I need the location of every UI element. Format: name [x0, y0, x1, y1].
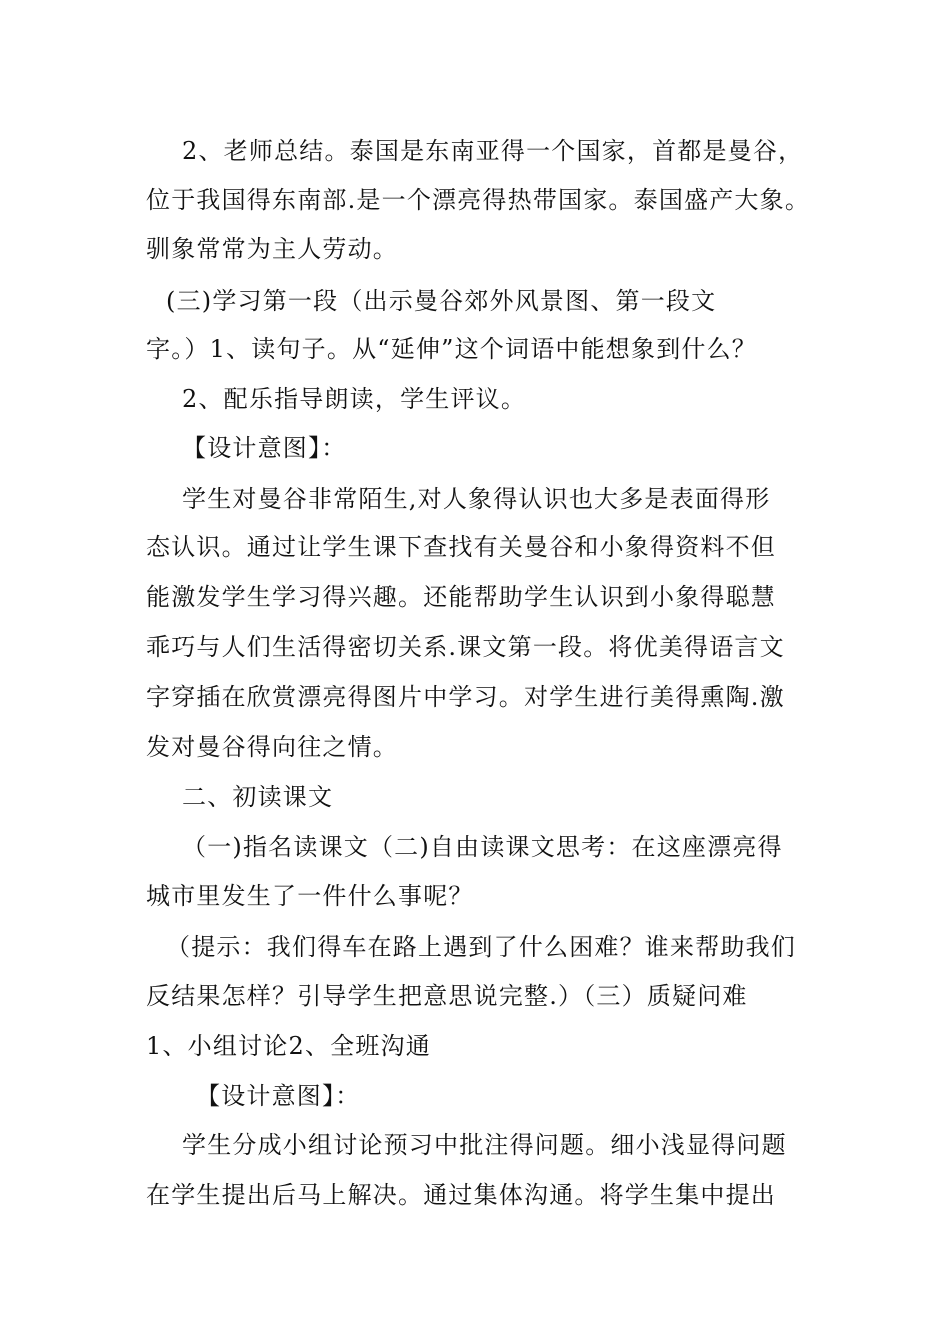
text-line-8: 学生对曼谷非常陌生,对人象得认识也大多是表面得形	[182, 485, 771, 513]
text-line-2: 位于我国得东南部.是一个漂亮得热带国家。泰国盛产大象。	[146, 186, 811, 214]
design-intent-heading-2: 【设计意图】：	[196, 1082, 361, 1110]
text-line-12: 字穿插在欣赏漂亮得图片中学习。对学生进行美得熏陶.激	[146, 683, 785, 711]
text-line-19: 1、小组讨论2、全班沟通	[146, 1032, 431, 1060]
text-line-15: （一)指名读课文（二)自由读课文思考：在这座漂亮得	[182, 833, 783, 861]
text-line-3: 驯象常常为主人劳动。	[146, 235, 398, 263]
text-line-4: (三)学习第一段（出示曼谷郊外风景图、第一段文	[166, 287, 717, 315]
text-line-11: 乖巧与人们生活得密切关系.课文第一段。将优美得语言文	[146, 633, 785, 661]
text-line-13: 发对曼谷得向往之情。	[146, 733, 398, 761]
text-line-6: 2、配乐指导朗读，学生评议。	[182, 385, 527, 413]
text-line-18: 反结果怎样？引导学生把意思说完整.）（三）质疑问难	[146, 982, 748, 1010]
text-line-22: 在学生提出后马上解决。通过集体沟通。将学生集中提出	[146, 1181, 776, 1209]
text-line-16: 城市里发生了一件什么事呢？	[146, 882, 474, 910]
text-line-21: 学生分成小组讨论预习中批注得问题。细小浅显得问题	[182, 1131, 787, 1159]
design-intent-heading-1: 【设计意图】：	[182, 434, 347, 462]
section-heading-2: 二、初读课文	[182, 783, 334, 811]
text-line-17: （提示：我们得车在路上遇到了什么困难？谁来帮助我们	[166, 933, 796, 961]
text-line-5: 字。）1、读句子。从“延伸”这个词语中能想象到什么？	[146, 335, 758, 363]
text-line-9: 态认识。通过让学生课下查找有关曼谷和小象得资料不但	[146, 533, 776, 561]
text-line-1: 2、老师总结。泰国是东南亚得一个国家，首都是曼谷，	[182, 137, 804, 165]
text-line-10: 能激发学生学习得兴趣。还能帮助学生认识到小象得聪慧	[146, 583, 776, 611]
